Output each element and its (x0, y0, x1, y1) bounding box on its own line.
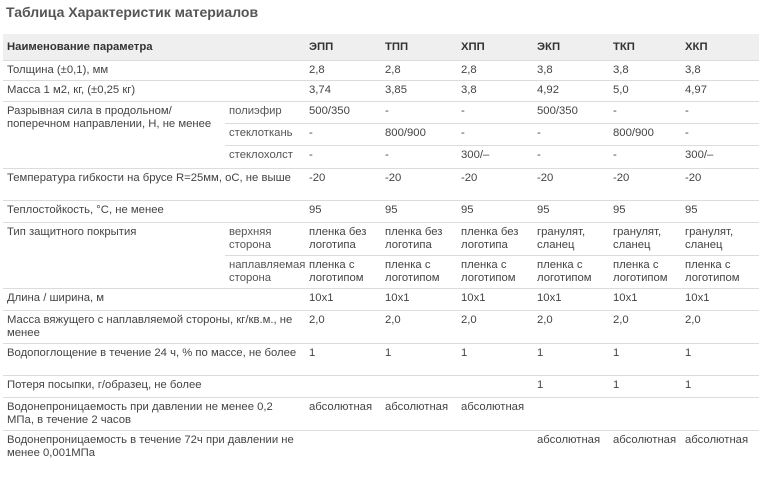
cell: 10x1 (457, 289, 533, 311)
row-label: Тип защитного покрытия (3, 223, 225, 289)
cell: - (457, 124, 533, 146)
cell: гранулят, сланец (681, 223, 759, 256)
cell (381, 431, 457, 464)
cell: - (533, 146, 609, 169)
cell: пленка с логотипом (533, 256, 609, 289)
cell: 95 (381, 201, 457, 223)
cell (305, 376, 381, 398)
cell: 1 (533, 344, 609, 376)
cell: 2,8 (381, 61, 457, 81)
sub-label: наплавляемая сторона (225, 256, 305, 289)
cell: -20 (305, 169, 381, 201)
row-label: Разрывная сила в продольном/поперечном направлении, Н, не менее (3, 102, 225, 169)
cell: пленка без логотипа (381, 223, 457, 256)
cell: 3,8 (457, 81, 533, 102)
cell: 1 (381, 344, 457, 376)
row-label: Масса 1 м2, кг, (±0,25 кг) (3, 81, 305, 102)
cell: 1 (681, 344, 759, 376)
table-row-dressing-loss (3, 376, 759, 398)
header-col-epp: ЭПП (305, 34, 381, 61)
cell (457, 376, 533, 398)
cell: 800/900 (381, 124, 457, 146)
cell: абсолютная (681, 431, 759, 464)
row-label: Толщина (±0,1), мм (3, 61, 305, 81)
table-row-binder (3, 311, 759, 344)
row-label: Водонепроницаемость в течение 72ч при давлении не менее 0,001МПа (3, 431, 305, 464)
table-row-flex-temp (3, 169, 759, 201)
cell (681, 398, 759, 431)
cell: 300/– (681, 146, 759, 169)
cell: - (381, 102, 457, 124)
row-label: Водонепроницаемость при давлении не менее 0,2 МПа, в течение 2 часов (3, 398, 305, 431)
cell: 95 (305, 201, 381, 223)
cell: 10x1 (381, 289, 457, 311)
table-row-waterproof-02 (3, 398, 759, 431)
cell: - (381, 146, 457, 169)
cell: пленка с логотипом (609, 256, 681, 289)
cell: 95 (457, 201, 533, 223)
cell: 1 (609, 376, 681, 398)
cell: 2,0 (533, 311, 609, 344)
cell (609, 398, 681, 431)
table-row-coating-1 (3, 223, 759, 256)
row-label: Потеря посыпки, г/образец, не более (3, 376, 305, 398)
cell: 3,74 (305, 81, 381, 102)
cell: 2,0 (305, 311, 381, 344)
sub-label: стеклоткань (225, 124, 305, 146)
table-row-heat-resistance (3, 201, 759, 223)
cell: - (533, 124, 609, 146)
cell: 3,8 (681, 61, 759, 81)
cell: пленка без логотипа (305, 223, 381, 256)
cell: 3,85 (381, 81, 457, 102)
cell: 95 (609, 201, 681, 223)
cell: 3,8 (533, 61, 609, 81)
cell: - (457, 102, 533, 124)
header-col-hpp: ХПП (457, 34, 533, 61)
sub-label: полиэфир (225, 102, 305, 124)
cell: 800/900 (609, 124, 681, 146)
cell: 1 (533, 376, 609, 398)
cell: 95 (681, 201, 759, 223)
cell: абсолютная (457, 398, 533, 431)
cell: 4,92 (533, 81, 609, 102)
cell: 2,8 (305, 61, 381, 81)
row-label: Длина / ширина, м (3, 289, 305, 311)
cell: 500/350 (305, 102, 381, 124)
cell: 1 (305, 344, 381, 376)
cell: 500/350 (533, 102, 609, 124)
cell: 300/– (457, 146, 533, 169)
row-label: Водопоглощение в течение 24 ч, % по массе, не более (3, 344, 305, 376)
cell: абсолютная (533, 431, 609, 464)
table-row-size (3, 289, 759, 311)
cell: абсолютная (609, 431, 681, 464)
cell (381, 376, 457, 398)
cell: абсолютная (305, 398, 381, 431)
table-row-water-absorption (3, 344, 759, 376)
materials-table (3, 34, 759, 464)
cell: - (609, 102, 681, 124)
row-label: Масса вяжущего с наплавляемой стороны, кг/кв.м., не менее (3, 311, 305, 344)
cell: 1 (681, 376, 759, 398)
header-col-tpp: ТПП (381, 34, 457, 61)
header-col-hkp: ХКП (681, 34, 759, 61)
page-title: Таблица Характеристик материалов (6, 4, 259, 20)
cell: - (305, 146, 381, 169)
sub-label: верхняя сторона (225, 223, 305, 256)
cell: 2,0 (681, 311, 759, 344)
cell: 2,8 (457, 61, 533, 81)
table-row-mass (3, 81, 759, 102)
cell: 1 (457, 344, 533, 376)
cell: пленка без логотипа (457, 223, 533, 256)
cell: - (681, 102, 759, 124)
cell: -20 (381, 169, 457, 201)
cell (457, 431, 533, 464)
table-row-tensile-1 (3, 102, 759, 124)
cell: гранулят, сланец (533, 223, 609, 256)
cell: пленка с логотипом (381, 256, 457, 289)
header-param: Наименование параметра (3, 34, 305, 61)
cell (305, 431, 381, 464)
cell: 4,97 (681, 81, 759, 102)
cell: 1 (609, 344, 681, 376)
cell: -20 (609, 169, 681, 201)
table-row-thickness (3, 61, 759, 81)
header-col-tkp: ТКП (609, 34, 681, 61)
cell: пленка с логотипом (457, 256, 533, 289)
cell: -20 (533, 169, 609, 201)
cell: абсолютная (381, 398, 457, 431)
row-label: Теплостойкость, °С, не менее (3, 201, 305, 223)
cell: 95 (533, 201, 609, 223)
cell: пленка с логотипом (305, 256, 381, 289)
cell: гранулят, сланец (609, 223, 681, 256)
cell: 10x1 (305, 289, 381, 311)
cell: 5,0 (609, 81, 681, 102)
cell: 10x1 (533, 289, 609, 311)
cell: 2,0 (457, 311, 533, 344)
cell: 10x1 (609, 289, 681, 311)
cell: 2,0 (609, 311, 681, 344)
table-row-waterproof-72 (3, 431, 759, 464)
cell: - (609, 146, 681, 169)
cell: пленка с логотипом (681, 256, 759, 289)
cell: 10x1 (681, 289, 759, 311)
header-row (3, 34, 759, 61)
cell: 2,0 (381, 311, 457, 344)
cell: -20 (681, 169, 759, 201)
header-col-ekp: ЭКП (533, 34, 609, 61)
cell: 3,8 (609, 61, 681, 81)
sub-label: стеклохолст (225, 146, 305, 169)
cell (533, 398, 609, 431)
cell: - (305, 124, 381, 146)
cell: - (681, 124, 759, 146)
cell: -20 (457, 169, 533, 201)
row-label: Температура гибкости на брусе R=25мм, оС, не выше (3, 169, 305, 201)
